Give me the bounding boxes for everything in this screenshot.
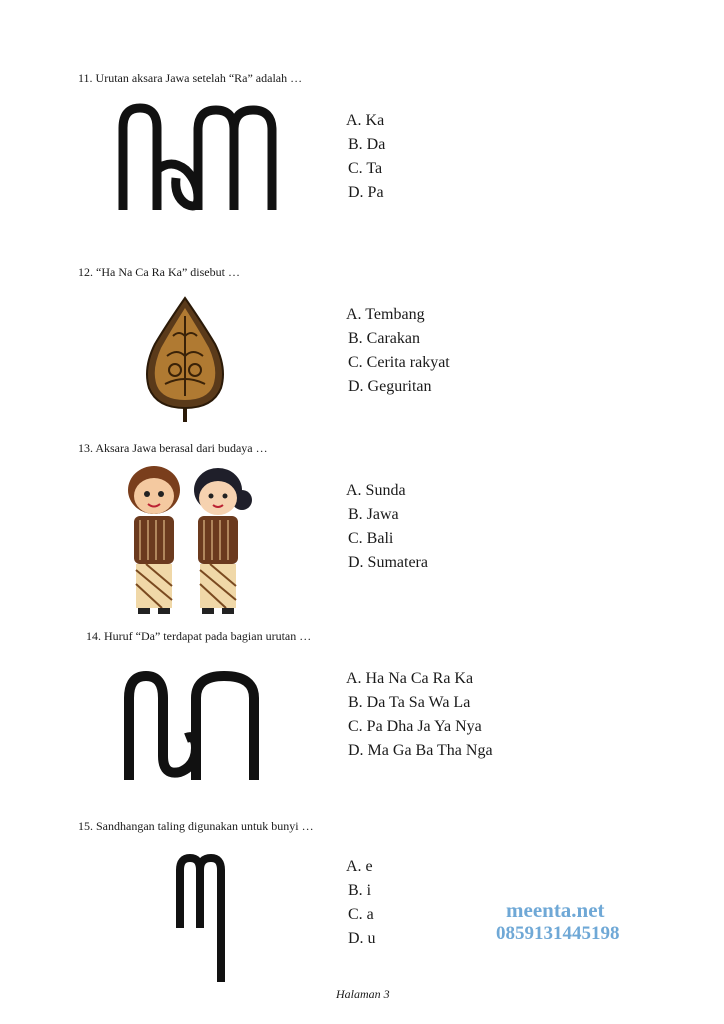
page-number: Halaman 3 [336,987,390,1001]
option-c[interactable]: C. Ta [348,160,383,177]
javanese-couple-image [118,460,254,621]
gunungan-wayang-image [143,296,227,429]
option-c[interactable]: C. a [348,906,374,923]
option-c[interactable]: C. Pa Dha Ja Ya Nya [348,718,482,735]
option-a[interactable]: A. Sunda [346,482,406,499]
question-12-text: 12. “Ha Na Ca Ra Ka” disebut … [78,265,240,279]
question-14-text: 14. Huruf “Da” terdapat pada bagian urutan … [86,629,312,643]
option-b[interactable]: B. Jawa [348,506,399,523]
option-b[interactable]: B. Da Ta Sa Wa La [348,694,471,711]
option-c[interactable]: C. Cerita rakyat [348,354,450,371]
option-a[interactable]: A. Tembang [346,306,425,323]
option-a[interactable]: A. Ka [346,112,385,129]
option-d[interactable]: D. Pa [348,184,384,201]
option-d[interactable]: D. Ma Ga Ba Tha Nga [348,742,493,759]
watermark-phone: 0859131445198 [496,923,620,944]
option-b[interactable]: B. i [348,882,372,899]
option-d[interactable]: D. u [348,930,376,947]
option-d[interactable]: D. Geguritan [348,378,432,395]
option-c[interactable]: C. Bali [348,530,394,547]
option-a[interactable]: A. e [346,858,373,875]
aksara-da-image [120,668,266,787]
question-13-text: 13. Aksara Jawa berasal dari budaya … [78,441,268,455]
option-a[interactable]: A. Ha Na Ca Ra Ka [346,670,474,687]
question-11-text: 11. Urutan aksara Jawa setelah “Ra” adalah … [78,71,303,85]
option-b[interactable]: B. Carakan [348,330,420,347]
watermark-site: meenta.net [506,898,605,922]
aksara-ka-image [116,100,281,220]
sandhangan-taling-image [174,852,230,991]
option-b[interactable]: B. Da [348,136,386,153]
question-15-text: 15. Sandhangan taling digunakan untuk bunyi … [78,819,314,833]
option-d[interactable]: D. Sumatera [348,554,428,571]
